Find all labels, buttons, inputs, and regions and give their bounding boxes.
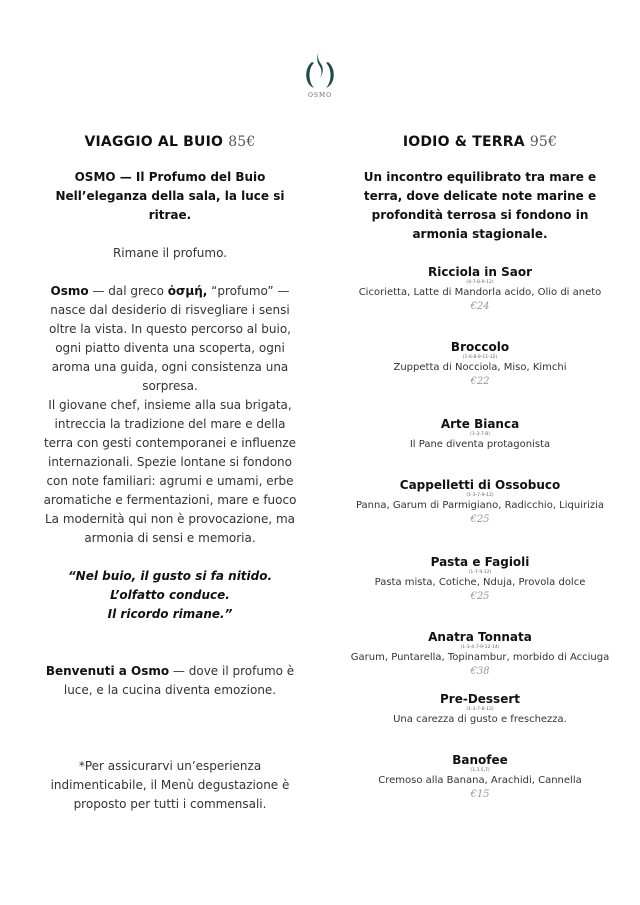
brand-name: OSMO [307,92,333,99]
dish-allergens: (1-3-7-8) [470,432,490,437]
dish-item [340,630,620,678]
dish-item [340,753,620,801]
dish-name: Banofee [452,753,508,767]
dish-description: Cremoso alla Banana, Arachidi, Cannella [378,775,582,786]
dish-item [340,265,620,313]
menu-title-viaggio [40,134,300,150]
menu-price: 95€ [529,134,558,150]
flame-logo-icon [302,46,338,90]
right-menu-column [340,134,620,244]
dish-price: €25 [470,591,490,602]
dish-allergens: (1-6-8-9-11-12) [462,355,498,360]
dish-price: €22 [470,376,490,387]
menu-intro: Un incontro equilibrato tra mare e terra, dove delicate note marine e profondità terrosa si fondono in armonia stagionale. [363,170,597,241]
dish-name: Broccolo [450,340,510,354]
dish-name: Pasta e Fagioli [430,555,530,569]
dish-name: Cappelletti di Ossobuco [399,478,561,492]
dish-item [340,478,620,526]
dish-description: Panna, Garum di Parmigiano, Radicchio, Liquirizia [355,500,605,511]
dish-allergens: (1,3,5,7) [470,768,490,773]
welcome-bold: Benvenuti a Osmo [45,664,170,678]
para-text-rest: “profumo” — nasce dal desiderio di risvegliare i sensi oltre la vista. In questo percorso al buio, ogni piatto diventa una scoperta, ogni aroma una guida, ogni consistenza una sorpresa. [49,284,291,393]
chef-paragraph: Il giovane chef, insieme alla sua brigata, intreccia la tradizione del mare e della terra con gesti contemporanei e influenze internazionali. Spezie lontane si fondono con note familiari: agrumi e umami, erbe aromatiche e fermentazioni, mare e fuoco La modernità qui non è provocazione, ma armonia di sensi e memoria. [43,398,297,545]
quote-line-3: Il ricordo rimane.” [107,607,233,621]
dish-name: Arte Bianca [440,417,520,431]
dish-item [340,417,620,452]
greek-word: ὀσμή, [167,284,208,298]
dish-description: Garum, Puntarella, Topinambur, morbido di Acciuga [350,652,610,663]
dish-price: €38 [470,666,490,677]
dish-item [340,692,620,727]
menu-title-iodio [340,134,620,150]
dish-price: €25 [470,514,490,525]
dish-name: Pre-Dessert [439,692,520,706]
tasting-note: *Per assicurarvi un’esperienza indimenticabile, il Menù degustazione è proposto per tutti i commensali. [50,759,290,811]
dish-description: Pasta mista, Cotiche, Nduja, Provola dolce [374,577,586,588]
dish-description: Una carezza di gusto e freschezza. [393,714,567,725]
osmo-bold: Osmo [50,284,89,298]
dish-allergens: (1-3-4-7-9-12-14) [460,645,500,650]
dish-allergens: (4-7-8-9-12) [466,280,494,285]
dish-name: Ricciola in Saor [427,265,533,279]
dish-item [340,340,620,388]
dish-name: Anatra Tonnata [428,630,532,644]
dish-description: Il Pane diventa protagonista [409,439,551,450]
osmo-logo [296,46,344,99]
dish-price: €15 [470,789,490,800]
dish-allergens: (1-3-7-8-12) [466,707,494,712]
left-menu-column [40,134,300,814]
quote-line-2: L’olfatto conduce. [110,588,230,602]
dish-allergens: (1-7-9-12) [468,570,492,575]
subtitle-line-2: Nell’eleganza della sala, la luce si ritrae. [55,189,285,222]
quote-line-1: “Nel buio, il gusto si fa nitido. [67,569,273,583]
dish-description: Zuppetta di Nocciola, Miso, Kimchi [393,362,567,373]
subtitle-line-1: OSMO — Il Profumo del Buio [74,170,266,184]
tagline: Rimane il profumo. [112,246,228,260]
welcome-text [40,662,300,700]
dish-description: Cicorietta, Latte di Mandorla acido, Olio di aneto [358,287,602,298]
para-text: — dal greco [88,284,168,298]
dish-item [340,555,620,603]
dish-allergens: (1-3-7-9-12) [466,493,494,498]
welcome-rest: — dove il profumo è luce, e la cucina diventa emozione. [63,664,295,697]
menu-price: 85€ [228,134,256,150]
menu-title-text: VIAGGIO AL BUIO [84,134,224,150]
dish-price: €24 [470,301,490,312]
menu-title-text: IODIO & TERRA [402,134,525,150]
intro-paragraph [40,282,300,396]
